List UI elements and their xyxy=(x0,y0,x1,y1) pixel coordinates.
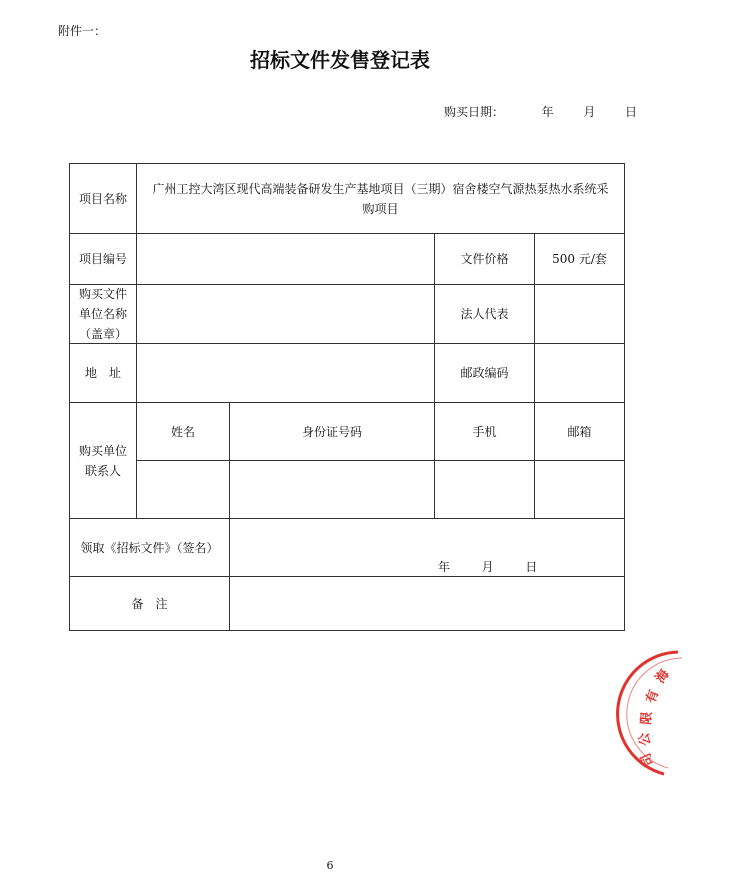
remark-label: 备 注 xyxy=(69,576,230,631)
project-no-value xyxy=(136,233,435,285)
purchase-date-day: 日 xyxy=(625,105,638,119)
contact-id-value xyxy=(229,460,435,519)
svg-text:司: 司 xyxy=(638,750,658,769)
receive-label: 领取《招标文件》（签名） xyxy=(69,518,230,577)
buyer-unit-value xyxy=(136,284,435,344)
page-title: 招标文件发售登记表 xyxy=(250,48,430,72)
project-no-label: 项目编号 xyxy=(69,233,137,285)
svg-text:有: 有 xyxy=(643,688,663,706)
receive-date xyxy=(438,558,537,575)
contact-header-name: 姓名 xyxy=(136,402,230,461)
file-price-label: 文件价格 xyxy=(434,233,535,285)
receive-date-day: 日 xyxy=(525,560,538,574)
purchase-date-month: 月 xyxy=(583,105,596,119)
purchase-date xyxy=(444,103,637,120)
postcode-value xyxy=(534,343,625,403)
project-name-value: 广州工控大湾区现代高端装备研发生产基地项目（三期）宿舍楼空气源热泵热水系统采购项目 xyxy=(136,163,625,234)
receive-date-year: 年 xyxy=(438,560,451,574)
purchase-date-label: 购买日期： xyxy=(444,105,505,119)
svg-text:海: 海 xyxy=(652,667,673,687)
legal-rep-value xyxy=(534,284,625,344)
contact-header-id: 身份证号码 xyxy=(229,402,435,461)
contact-mobile-value xyxy=(434,460,535,519)
official-seal xyxy=(636,646,740,786)
annex-label: 附件一： xyxy=(58,24,107,38)
contact-name-value xyxy=(136,460,230,519)
project-name-label: 项目名称 xyxy=(69,163,137,234)
contact-email-value xyxy=(534,460,625,519)
page-number: 6 xyxy=(326,859,334,872)
contact-header-mobile: 手机 xyxy=(434,402,535,461)
svg-text:公: 公 xyxy=(636,731,654,747)
receive-date-month: 月 xyxy=(481,560,494,574)
contact-header-email: 邮箱 xyxy=(534,402,625,461)
receive-signature-value xyxy=(229,518,625,577)
legal-rep-label: 法人代表 xyxy=(434,284,535,344)
postcode-label: 邮政编码 xyxy=(434,343,535,403)
address-label: 地 址 xyxy=(69,343,137,403)
file-price-value: 500 元/套 xyxy=(534,233,625,285)
address-value xyxy=(136,343,435,403)
buyer-unit-label: 购买文件单位名称（盖章） xyxy=(69,284,137,344)
contact-label: 购买单位联系人 xyxy=(69,402,137,519)
remark-value xyxy=(229,576,625,631)
purchase-date-year: 年 xyxy=(541,105,554,119)
svg-text:限: 限 xyxy=(639,711,656,726)
